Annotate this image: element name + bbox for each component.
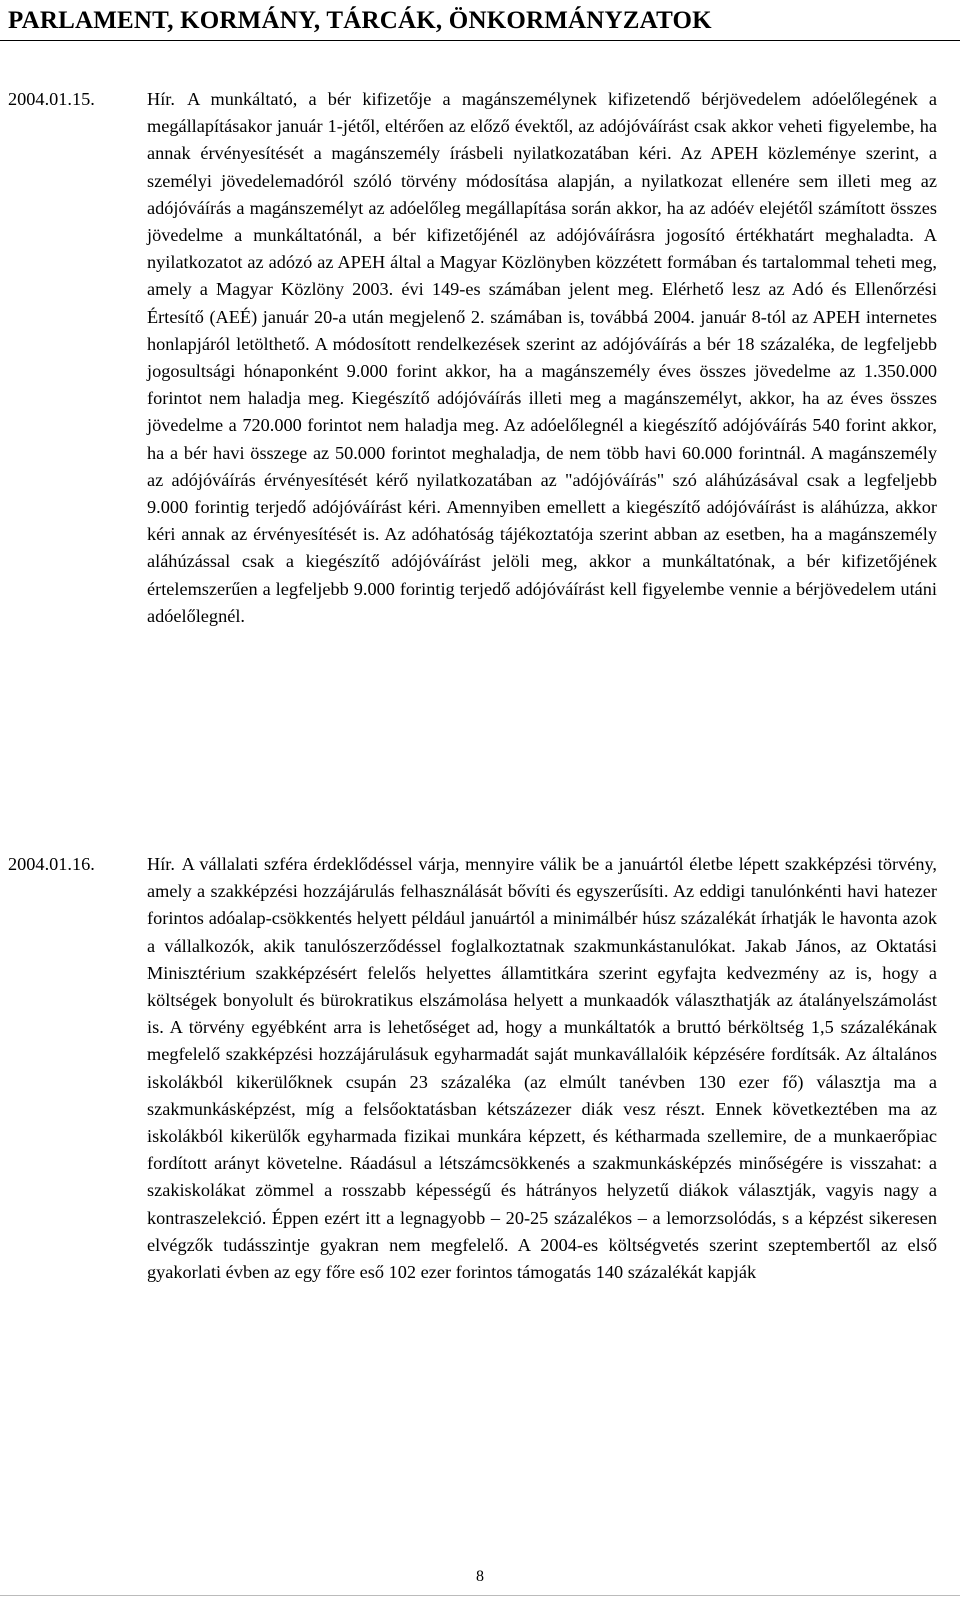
entry-kind: Hír. xyxy=(147,854,175,874)
entry-kind: Hír. xyxy=(147,89,175,109)
header-divider xyxy=(0,40,960,41)
entry-body xyxy=(147,851,937,1286)
entry-body xyxy=(147,86,937,630)
entry-date: 2004.01.16. xyxy=(8,854,95,874)
entry-date: 2004.01.15. xyxy=(8,89,95,109)
page-header-title: PARLAMENT, KORMÁNY, TÁRCÁK, ÖNKORMÁNYZATOK xyxy=(8,7,712,34)
entry-text: A vállalati szféra érdeklődéssel várja, mennyire válik be a januártól életbe lépett szakképzési törvény, amely a szakképzési hozzájárulás felhasználását bővíti és egyszerűsíti. Az eddigi tanulónkénti havi hatezer forintos adóalap-csökkentés helyett például januártól a minimálbér húsz százalékát írhatják le havonta azok a vállalkozók, akik tanulószerződéssel foglalkoztatnak szakmunkástanulókat. Jakab János, az Oktatási Minisztérium szakképzésért felelős helyettes államtitkára szerint egyfajta kedvezmény az is, hogy a költségek bonyolult és bürokratikus elszámolása helyett a munkaadók választhatják az átalányelszámolást is. A törvény egyébként arra is lehetőséget ad, hogy a munkáltatók a bruttó bérköltség 1,5 százalékának megfelelő szakképzési hozzájárulásuk egyharmadát saját munkavállalóik képzésére fordítsák. Az általános iskolákból kikerülőknek csupán 23 százaléka (az elmúlt tanévben 130 ezer fő) választja ma a szakmunkásképzést, míg a felsőoktatásban kétszázezer diák vesz részt. Ennek következtében ma az iskolákból kikerülők egyharmada fizikai munkára képzett, és kétharmada szellemire, de a munkaerőpiac fordított arányt követelne. Ráadásul a létszámcsökkenés a szakmunkásképzés minőségére is visszahat: a szakiskolákat zömmel a rosszabb képességű és hátrányos helyzetű diákok választják, vagyis nagy a kontraszelekció. Éppen ezért itt a legnagyobb – 20-25 százalékos – a lemorzsolódás, s a képzést sikeresen elvégzők tudásszintje gyakran nem megfelelő. A 2004-es költségvetés szerint szeptembertől az első gyakorlati évben az egy főre eső 102 ezer forintos támogatás 140 százalékát kapják xyxy=(147,854,937,1283)
page-number: 8 xyxy=(476,1568,484,1585)
footer-divider xyxy=(0,1595,960,1596)
entry-text: A munkáltató, a bér kifizetője a magánszemélynek kifizetendő bérjövedelem adóelőlegének a megállapításakor január 1-jétől, eltérően az előző évektől, az adójóváírást csak akkor veheti figyelembe, ha annak érvényesítését a magánszemély írásbeli nyilatkozatában kéri. Az APEH közleménye szerint, a személyi jövedelemadóról szóló törvény módosítása alapján, a nyilatkozat ellenére sem illeti meg az adójóváírás a magánszemélyt az adóelőleg megállapítása során akkor, ha az adóév elejétől számított összes jövedelme a munkáltatónál, a bér kifizetőjénél az adójóváírásra jogosító értékhatárt meghaladta. A nyilatkozatot az adózó az APEH által a Magyar Közlönyben közzétett formában és tartalommal teheti meg, amely a Magyar Közlöny 2003. évi 149-es számában jelent meg. Elérhető lesz az Adó és Ellenőrzési Értesítő (AEÉ) január 20-a után megjelenő 2. számában is, továbbá 2004. január 8-tól az APEH internetes honlapjáról letölthető. A módosított rendelkezések szerint az adójóváírás a bér 18 százaléka, de legfeljebb jogosultsági hónaponként 9.000 forint akkor, ha a magánszemély éves összes jövedelme az 1.350.000 forintot nem haladja meg. Kiegészítő adójóváírás illeti meg a magánszemélyt, akkor, ha az éves összes jövedelme a 720.000 forintot nem haladja meg. Az adóelőlegnél a kiegészítő adójóváírás 540 forint akkor, ha a bér havi összege az 50.000 forintot meghaladja, de nem több havi 60.000 forintnál. A magánszemély az adójóváírás érvényesítését kérő nyilatkozatában az "adójóváírás" szó aláhúzásával csak a legfeljebb 9.000 forintig terjedő adójóváírást kéri. Amennyiben emellett a kiegészítő adójóváírást is aláhúzza, akkor kéri annak az érvényesítését is. Az adóhatóság tájékoztatója szerint abban az esetben, ha a magánszemély aláhúzással csak a kiegészítő adójóváírást jelöli meg, akkor a munkáltatónak, a bér kifizetőjének értelemszerűen a legfeljebb 9.000 forintig terjedő adójóváírást kell figyelembe vennie a bérjövedelem utáni adóelőlegnél. xyxy=(147,89,938,626)
